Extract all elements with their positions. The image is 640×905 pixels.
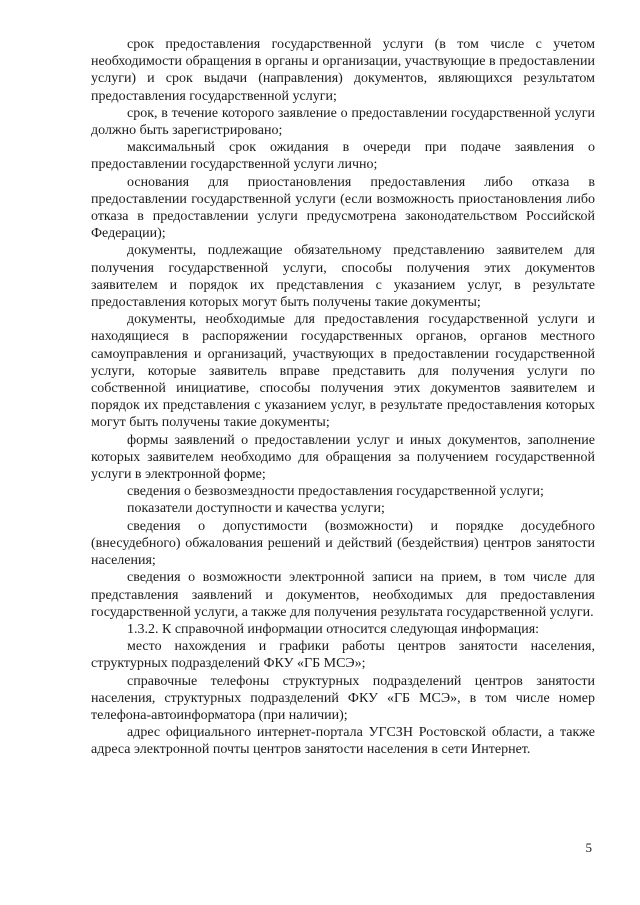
paragraph: сведения о безвозмездности предоставления государственной услуги;: [127, 484, 544, 500]
paragraph: место нахождения и графики работы центров занятости населения, структурных подразделений ФКУ «ГБ МСЭ»;: [91, 639, 595, 672]
paragraph: показатели доступности и качества услуги;: [127, 501, 385, 517]
page-number: 5: [585, 840, 592, 855]
paragraph: документы, необходимые для предоставления государственной услуги и находящиеся в распоряжении государственных органов, органов местного самоуправления и организаций, участвующих в предоставлении государственной услуги, которые заявитель вправе представить для получения услуги по собственной инициативе, способы получения этих документов заявителем и порядок их представления с указанием услуг, в результате предоставления которых могут быть получены такие документы;: [91, 312, 595, 431]
paragraph: основания для приостановления предоставления либо отказа в предоставлении государственной услуги (если возможность приостановления либо отказа в предоставлении услуги предусмотрена законодательством Российской Федерации);: [91, 174, 595, 242]
paragraph: срок, в течение которого заявление о предоставлении государственной услуги должно быть зарегистрировано;: [91, 105, 595, 139]
paragraph: сведения о допустимости (возможности) и порядке досудебного (внесудебного) обжалования решений и действий (бездействия) центров занятости населения;: [91, 518, 595, 569]
paragraph: формы заявлений о предоставлении услуг и иных документов, заполнение которых заявителем необходимо для обращения за получением государственной услуги в электронной форме;: [91, 432, 595, 483]
paragraph: справочные телефоны структурных подразделений центров занятости населения, структурных подразделений ФКУ «ГБ МСЭ», в том числе номер телефона-автоинформатора (при наличии);: [91, 673, 595, 723]
paragraph: сведения о возможности электронной записи на прием, в том числе для представления заявлений и документов, необходимых для предоставления государственной услуги, а также для получения результата государственной услуги.: [91, 570, 595, 620]
paragraph: срок предоставления государственной услуги (в том числе с учетом необходимости обращения в органы и организации, участвующие в предоставлении услуги) и срок выдачи (направления) документов, являющихся результатом предоставления государственной услуги;: [91, 37, 595, 104]
paragraph: 1.3.2. К справочной информации относится следующая информация:: [127, 621, 540, 637]
document-body: [91, 36, 595, 759]
paragraph: максимальный срок ожидания в очереди при подаче заявления о предоставлении государственной услуги лично;: [91, 140, 595, 173]
paragraph: документы, подлежащие обязательному представлению заявителем для получения государственной услуги, способы получения этих документов заявителем и порядок их представления с указанием услуг, в результате предоставления которых могут быть получены такие документы;: [91, 243, 595, 311]
paragraph: адрес официального интернет-портала УГСЗН Ростовской области, а также адреса электронной почты центров занятости населения в сети Интернет.: [91, 725, 595, 758]
